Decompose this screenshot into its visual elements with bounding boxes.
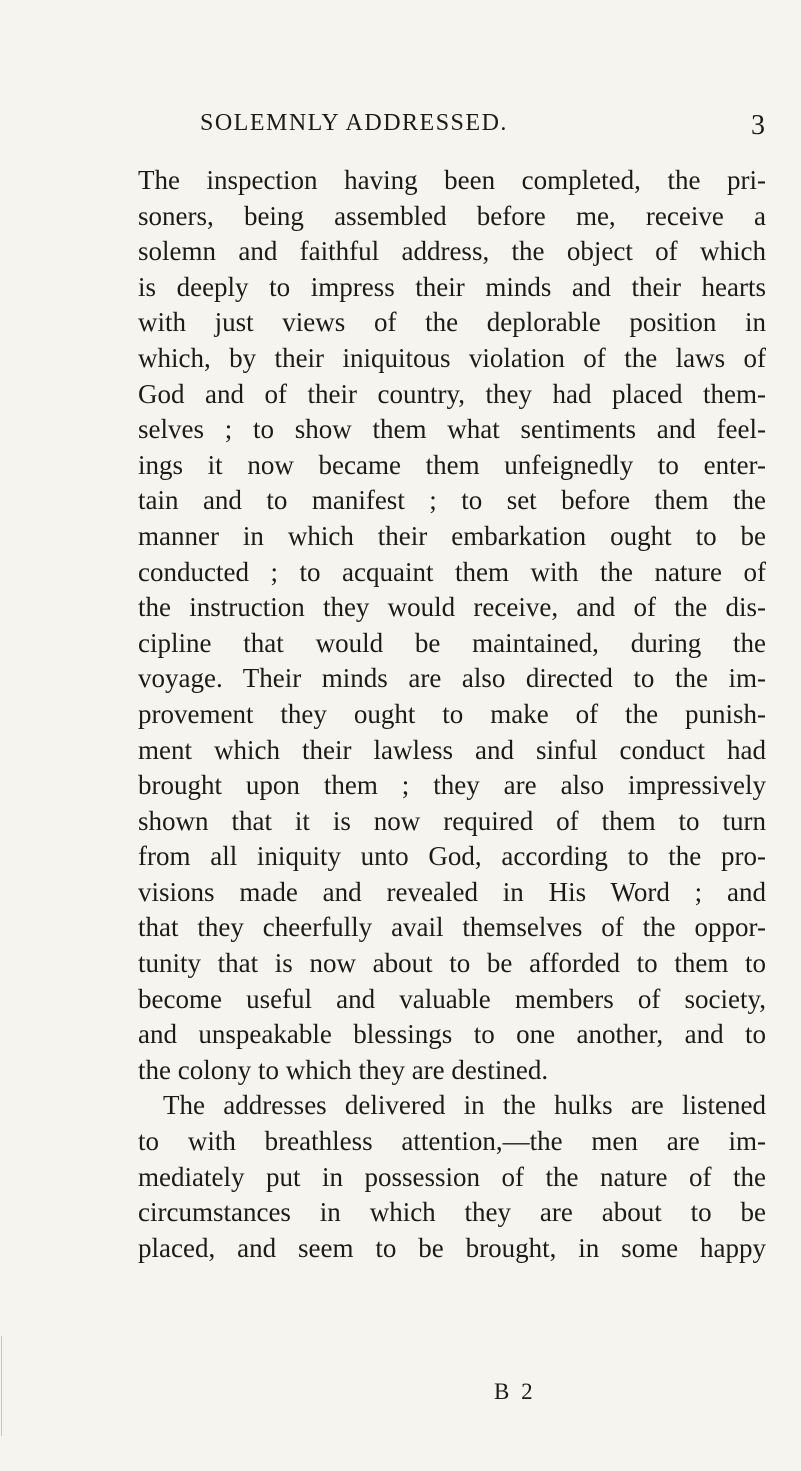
text-line: manner in which their embarkation ought to be bbox=[138, 520, 766, 551]
text-line: soners, being assembled before me, receive a bbox=[138, 200, 766, 231]
text-line: the colony to which they are destined. bbox=[138, 1054, 549, 1085]
text-line: which, by their iniquitous violation of the laws of bbox=[138, 342, 766, 373]
text-line: cipline that would be maintained, during the bbox=[138, 627, 766, 658]
text-line: ings it now became them unfeignedly to enter- bbox=[138, 449, 766, 480]
text-line: selves ; to show them what sentiments and feel- bbox=[138, 414, 766, 445]
text-line: the instruction they would receive, and of the dis- bbox=[138, 592, 766, 623]
text-line: The inspection having been completed, the pri- bbox=[138, 165, 766, 195]
running-title: SOLEMNLY ADDRESSED. bbox=[200, 110, 508, 136]
text-line: circumstances in which they are about to be bbox=[138, 1197, 766, 1228]
text-line: God and of their country, they had placed them- bbox=[138, 378, 766, 409]
text-line: ment which their lawless and sinful conduct had bbox=[138, 734, 766, 765]
text-line: The addresses delivered in the hulks are listened bbox=[163, 1090, 766, 1121]
text-line: visions made and revealed in His Word ; and bbox=[138, 876, 766, 907]
text-line: voyage. Their minds are also directed to the im- bbox=[138, 663, 766, 694]
text-line: become useful and valuable members of society, bbox=[138, 983, 766, 1014]
text-line: to with breathless attention,—the men are im- bbox=[138, 1126, 766, 1157]
text-line: tunity that is now about to be afforded to them to bbox=[138, 948, 766, 979]
body-text bbox=[138, 163, 766, 1266]
text-line: and unspeakable blessings to one another, and to bbox=[138, 1019, 766, 1050]
text-line: conducted ; to acquaint them with the nature of bbox=[138, 556, 766, 587]
text-line: tain and to manifest ; to set before them the bbox=[138, 485, 766, 516]
text-line: brought upon them ; they are also impressively bbox=[138, 770, 766, 801]
text-line: that they cheerfully avail themselves of the oppor- bbox=[138, 912, 766, 943]
text-line: placed, and seem to be brought, in some happy bbox=[138, 1232, 766, 1263]
text-line: solemn and faithful address, the object of which bbox=[138, 236, 766, 267]
text-line: with just views of the deplorable position in bbox=[138, 307, 766, 338]
text-line: provement they ought to make of the punish- bbox=[138, 698, 766, 729]
text-line: shown that it is now required of them to turn bbox=[138, 805, 766, 836]
text-line: is deeply to impress their minds and their hearts bbox=[138, 271, 766, 302]
text-line: mediately put in possession of the nature of the bbox=[138, 1161, 766, 1192]
signature-mark: B 2 bbox=[494, 1379, 536, 1404]
page-number: 3 bbox=[751, 110, 765, 141]
text-line: from all iniquity unto God, according to the pro- bbox=[138, 841, 766, 872]
running-head bbox=[200, 110, 765, 150]
page-edge-shadow bbox=[1, 1336, 2, 1436]
